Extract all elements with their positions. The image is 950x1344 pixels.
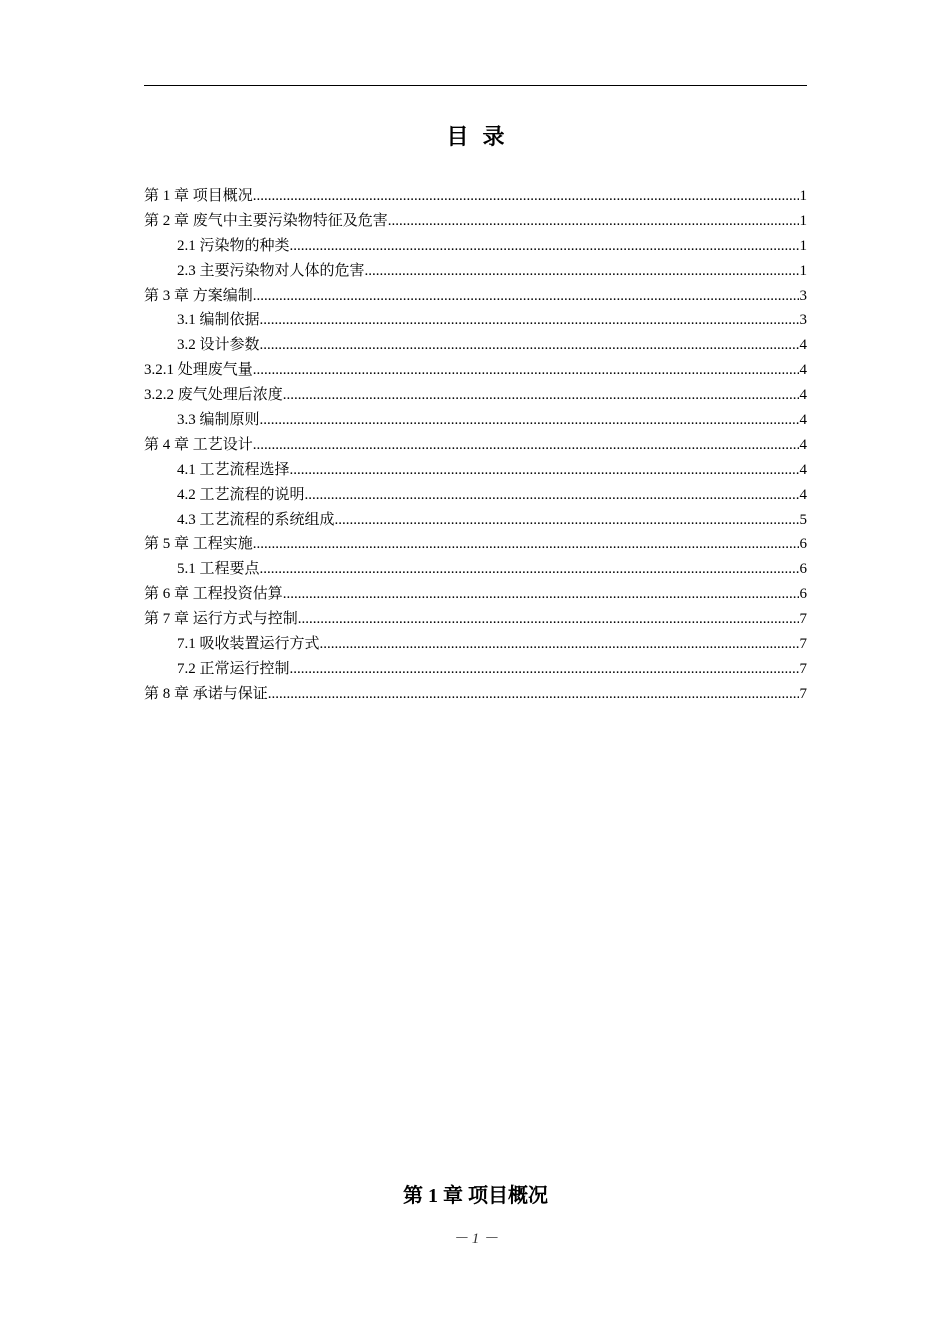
toc-dot-leader: [283, 383, 799, 408]
toc-entry-label: 第 3 章 方案编制: [144, 287, 253, 304]
toc-entry[interactable]: [144, 433, 807, 458]
toc-entry-page: 4: [799, 412, 807, 429]
toc-entry[interactable]: [144, 582, 807, 607]
toc-dot-leader: [253, 532, 799, 557]
chapter-heading: 第 1 章 项目概况: [403, 1185, 548, 1207]
toc-entry[interactable]: [144, 483, 807, 508]
toc-entry-label: 3.2.2 废气处理后浓度: [144, 387, 283, 404]
toc-entry-page: 6: [799, 586, 807, 603]
toc-entry-label: 第 8 章 承诺与保证: [144, 685, 268, 702]
toc-dot-leader: [305, 483, 799, 508]
toc-entry-label: 7.2 正常运行控制: [177, 660, 290, 677]
toc-entry-label: 5.1 工程要点: [177, 561, 260, 578]
toc-dot-leader: [268, 682, 799, 707]
toc-entry[interactable]: [144, 458, 807, 483]
toc-entry-page: 7: [799, 636, 807, 653]
header-rule: [144, 85, 807, 86]
toc-dot-leader: [283, 582, 799, 607]
toc-dot-leader: [253, 358, 799, 383]
toc-entry[interactable]: [144, 408, 807, 433]
toc-entry[interactable]: [144, 383, 807, 408]
toc-entry[interactable]: [144, 632, 807, 657]
toc-entry-label: 3.2.1 处理废气量: [144, 362, 253, 379]
toc-entry-label: 4.1 工艺流程选择: [177, 461, 290, 478]
toc-entry[interactable]: [144, 184, 807, 209]
toc-dot-leader: [290, 458, 799, 483]
toc-entry-page: 1: [799, 188, 807, 204]
toc-entry-page: 4: [799, 387, 807, 404]
toc-entry-page: 5: [799, 511, 807, 528]
toc-dot-leader: [290, 234, 799, 259]
toc-entry-label: 2.3 主要污染物对人体的危害: [177, 262, 365, 279]
toc-title: 目录: [446, 124, 519, 149]
toc-dot-leader: [260, 408, 799, 433]
toc-entry-page: 3: [799, 312, 807, 329]
toc-entry-label: 第 2 章 废气中主要污染物特征及危害: [144, 212, 388, 229]
toc-entry[interactable]: [144, 284, 807, 309]
toc-entry[interactable]: [144, 508, 807, 533]
toc-entry[interactable]: [144, 308, 807, 333]
toc-entry-page: 4: [799, 461, 807, 478]
toc-entry-page: 1: [799, 212, 807, 229]
toc-dot-leader: [253, 184, 799, 209]
toc-entry-label: 第 7 章 运行方式与控制: [144, 611, 298, 628]
toc-dot-leader: [335, 508, 799, 533]
toc-list: [144, 184, 807, 707]
toc-entry[interactable]: [144, 234, 807, 259]
toc-dot-leader: [388, 209, 799, 234]
toc-entry-label: 3.2 设计参数: [177, 337, 260, 354]
toc-dot-leader: [298, 607, 799, 632]
toc-entry-label: 第 6 章 工程投资估算: [144, 586, 283, 603]
toc-entry-page: 4: [799, 486, 807, 503]
toc-entry-label: 4.3 工艺流程的系统组成: [177, 511, 335, 528]
toc-entry-label: 第 1 章 项目概况: [144, 188, 253, 204]
toc-dot-leader: [260, 308, 799, 333]
toc-dot-leader: [290, 657, 799, 682]
toc-dot-leader: [260, 557, 799, 582]
toc-entry-page: 6: [799, 536, 807, 553]
toc-entry[interactable]: [144, 333, 807, 358]
toc-entry-page: 1: [799, 237, 807, 254]
toc-entry-page: 4: [799, 436, 807, 453]
toc-dot-leader: [365, 259, 799, 284]
toc-entry-label: 3.3 编制原则: [177, 412, 260, 429]
toc-entry-page: 6: [799, 561, 807, 578]
toc-entry-page: 1: [799, 262, 807, 279]
toc-entry-label: 3.1 编制依据: [177, 312, 260, 329]
toc-entry-label: 第 5 章 工程实施: [144, 536, 253, 553]
toc-dot-leader: [260, 333, 799, 358]
toc-dot-leader: [253, 284, 799, 309]
toc-entry[interactable]: [144, 557, 807, 582]
page-number: － 1 －: [452, 1231, 498, 1247]
toc-entry[interactable]: [144, 532, 807, 557]
toc-entry-page: 4: [799, 362, 807, 379]
toc-entry-label: 4.2 工艺流程的说明: [177, 486, 305, 503]
toc-dot-leader: [253, 433, 799, 458]
toc-entry[interactable]: [144, 657, 807, 682]
toc-entry[interactable]: [144, 259, 807, 284]
toc-entry-label: 7.1 吸收装置运行方式: [177, 636, 320, 653]
toc-entry-label: 2.1 污染物的种类: [177, 237, 290, 254]
toc-dot-leader: [320, 632, 799, 657]
toc-entry[interactable]: [144, 358, 807, 383]
toc-entry-page: 4: [799, 337, 807, 354]
toc-entry[interactable]: [144, 607, 807, 632]
toc-entry-page: 7: [799, 685, 807, 702]
toc-entry-page: 7: [799, 611, 807, 628]
toc-entry[interactable]: [144, 682, 807, 707]
toc-entry-label: 第 4 章 工艺设计: [144, 436, 253, 453]
toc-entry[interactable]: [144, 209, 807, 234]
toc-entry-page: 3: [799, 287, 807, 304]
toc-entry-page: 7: [799, 660, 807, 677]
